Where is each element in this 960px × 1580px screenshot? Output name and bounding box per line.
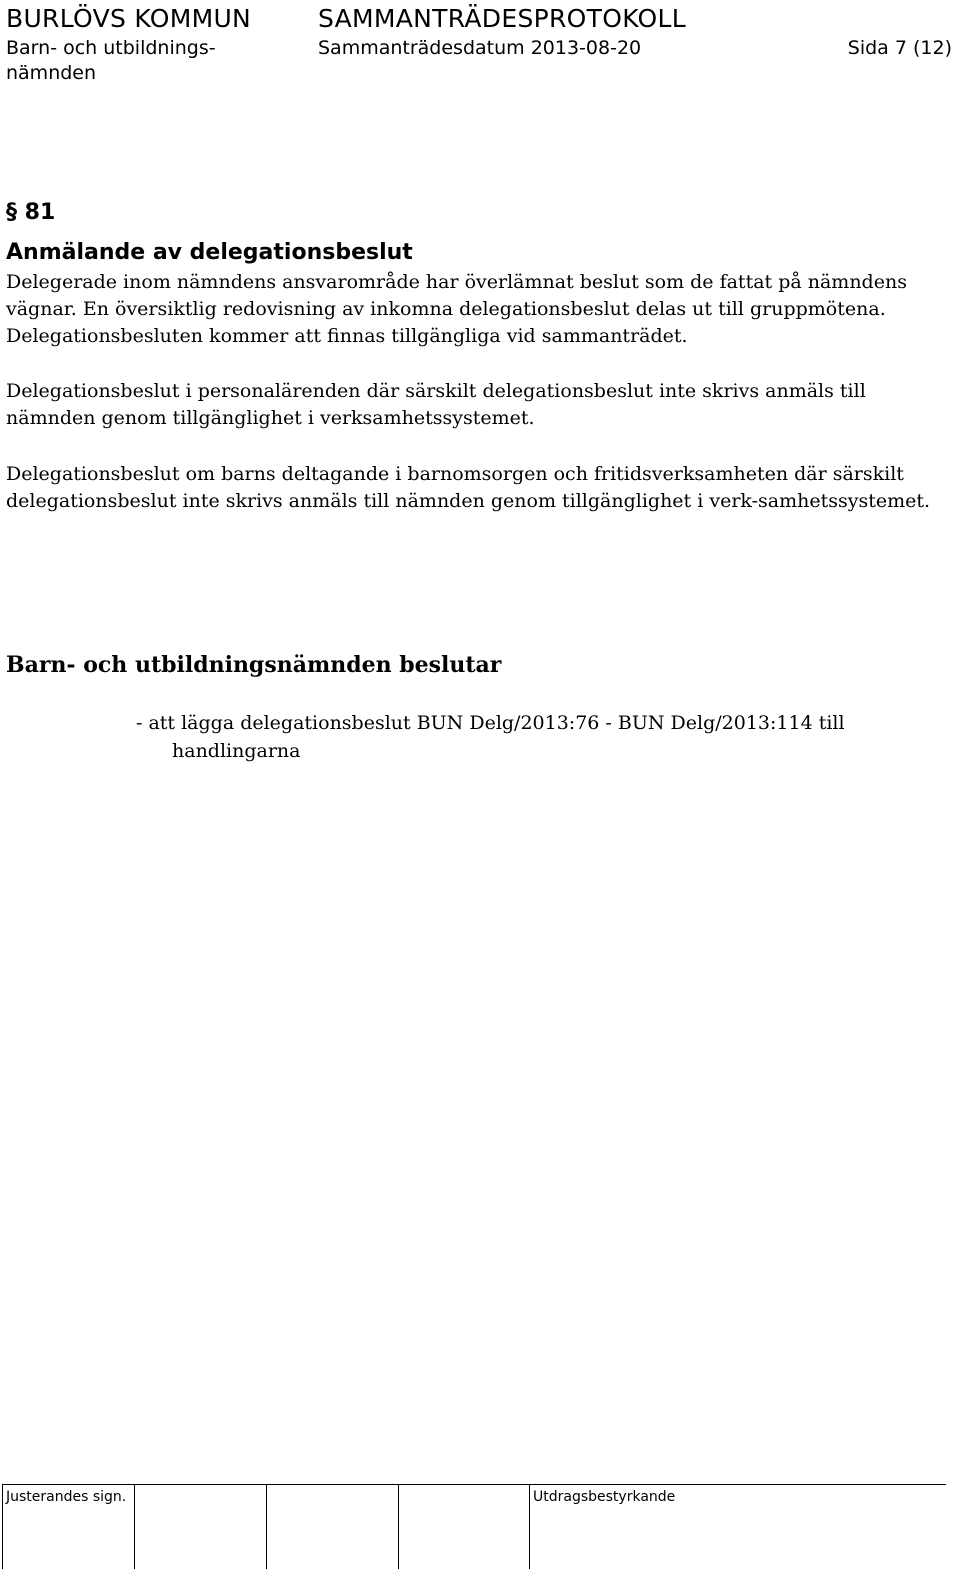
footer-divider bbox=[529, 1485, 530, 1569]
paragraph-childcare-decisions: Delegationsbeslut om barns deltagande i barnomsorgen och fritidsverksamheten där särskilt delegationsbeslut inte skrivs anmäls till nämnden genom tillgänglighet i verk-samhetssystemet. bbox=[6, 463, 931, 512]
meeting-date: Sammanträdesdatum 2013-08-20 bbox=[318, 37, 642, 59]
organization-name: BURLÖVS KOMMUN bbox=[6, 4, 252, 33]
extract-certification-label: Utdragsbestyrkande bbox=[533, 1489, 676, 1505]
paragraph-delegation-overview: Delegerade inom nämndens ansvarområde har överlämnat beslut som de fattat på nämndens vägnar. En översiktlig redovisning av inkomna delegationsbeslut delas ut till gruppmötena. Delegationsbesluten kommer att finnas tillgängliga vid sammanträdet. bbox=[6, 271, 907, 347]
document-type: SAMMANTRÄDESPROTOKOLL bbox=[318, 4, 686, 33]
decision-heading: Barn- och utbildningsnämnden beslutar bbox=[6, 652, 502, 678]
signature-footer bbox=[2, 1484, 946, 1569]
paragraph-personnel-decisions: Delegationsbeslut i personalärenden där särskilt delegationsbeslut inte skrivs anmäls till nämnden genom tillgänglighet i verksamhetssystemet. bbox=[6, 380, 866, 429]
committee-name-line2: nämnden bbox=[6, 62, 97, 84]
section-number: § 81 bbox=[6, 200, 56, 225]
decision-item: - att lägga delegationsbeslut BUN Delg/2013:76 - BUN Delg/2013:114 till handlingarna bbox=[136, 712, 845, 762]
signature-label: Justerandes sign. bbox=[6, 1489, 127, 1505]
section-title: Anmälande av delegationsbeslut bbox=[6, 240, 413, 265]
footer-divider bbox=[398, 1485, 399, 1569]
footer-divider bbox=[134, 1485, 135, 1569]
committee-name-line1: Barn- och utbildnings- bbox=[6, 37, 216, 59]
page-number: Sida 7 (12) bbox=[847, 37, 952, 59]
footer-divider bbox=[2, 1485, 3, 1569]
footer-divider bbox=[266, 1485, 267, 1569]
